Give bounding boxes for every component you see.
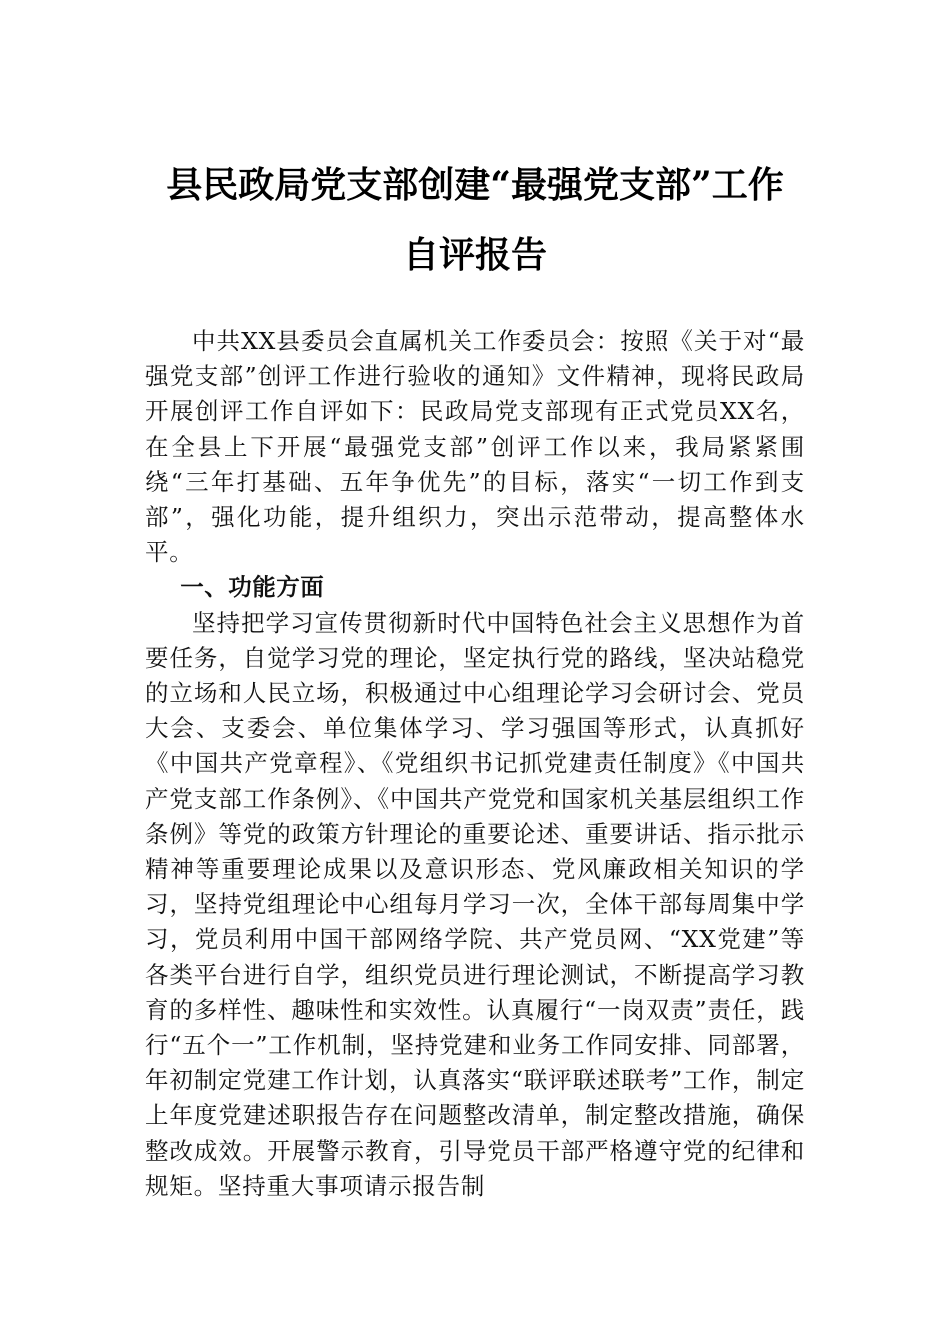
intro-paragraph: 中共XX县委员会直属机关工作委员会：按照《关于对“最强党支部”创评工作进行验收的通知》文件精神，现将民政局开展创评工作自评如下：民政局党支部现有正式党员XX名，在全县上下开展“最强党支部”创评工作以来，我局紧紧围绕“三年打基础、五年争优先”的目标，落实“一切工作到支部”，强化功能，提升组织力，突出示范带动，提高整体水平。 — [145, 327, 805, 567]
section-heading-functions: 一、功能方面 — [180, 573, 325, 602]
section-1-paragraph: 坚持把学习宣传贯彻新时代中国特色社会主义思想作为首要任务，自觉学习党的理论，坚定执行党的路线，坚决站稳党的立场和人民立场，积极通过中心组理论学习会研讨会、党员大会、支委会、单位集体学习、学习强国等形式，认真抓好《中国共产党章程》、《党组织书记抓党建责任制度》《中国共产党支部工作条例》、《中国共产党党和国家机关基层组织工作条例》等党的政策方针理论的重要论述、重要讲话、指示批示精神等重要理论成果以及意识形态、党风廉政相关知识的学习，坚持党组理论中心组每月学习一次，全体干部每周集中学习，党员利用中国干部网络学院、共产党员网、“XX党建”等各类平台进行自学，组织党员进行理论测试，不断提高学习教育的多样性、趣味性和实效性。认真履行“一岗双责”责任，践行“五个一”工作机制，坚持党建和业务工作同安排、同部署，年初制定党建工作计划，认真落实“联评联述联考”工作，制定上年度党建述职报告存在问题整改清单，制定整改措施，确保整改成效。开展警示教育，引导党员干部严格遵守党的纪律和规矩。坚持重大事项请示报告制 — [145, 608, 805, 1200]
document-body — [145, 324, 805, 1204]
document-title-line-1: 县民政局党支部创建“最强党支部”工作 — [166, 164, 784, 206]
document-title-line-2: 自评报告 — [402, 234, 547, 276]
